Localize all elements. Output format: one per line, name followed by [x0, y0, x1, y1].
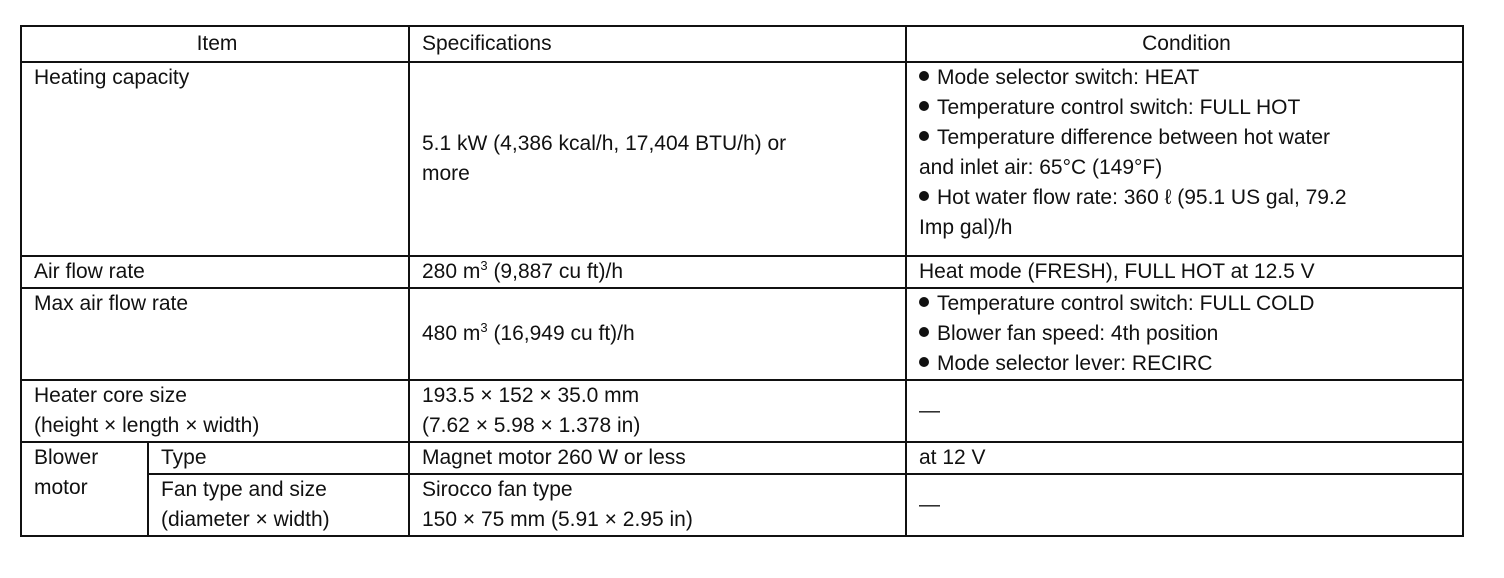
spec-line: Sirocco fan type — [422, 478, 573, 501]
condition-text: Blower fan speed: 4th position — [937, 322, 1219, 345]
spec-text: (9,887 cu ft)/h — [487, 260, 624, 283]
condition-text: Temperature control switch: FULL COLD — [937, 292, 1315, 315]
item-max-air-flow-rate: Max air flow rate — [21, 288, 409, 380]
spec-max-air-flow-rate — [409, 288, 906, 380]
item-line: (height × length × width) — [34, 414, 260, 437]
spec-line: 193.5 × 152 × 35.0 mm — [422, 384, 640, 407]
specification-table — [20, 25, 1464, 537]
bullet-icon — [919, 297, 929, 307]
item-line: Blower — [34, 446, 99, 469]
bullet-icon — [919, 357, 929, 367]
condition-bullet-item — [919, 123, 1454, 153]
condition-bullet-item — [919, 93, 1454, 123]
condition-continuation: Imp gal)/h — [919, 216, 1013, 239]
condition-bullet-item — [919, 63, 1454, 93]
item-air-flow-rate: Air flow rate — [21, 256, 409, 288]
item-line: motor — [34, 476, 88, 499]
table-row-heating-capacity — [21, 62, 1463, 256]
condition-bullet-item — [919, 319, 1454, 349]
condition-blower-type: at 12 V — [906, 442, 1463, 474]
condition-bullet-item — [919, 289, 1454, 319]
item-blower-motor — [21, 442, 148, 536]
spec-heating-line2: more — [422, 162, 470, 185]
spec-line: 150 × 75 mm (5.91 × 2.95 in) — [422, 508, 693, 531]
spec-text: 280 m — [422, 260, 481, 283]
table-row-blower-type — [21, 442, 1463, 474]
bullet-icon — [919, 71, 929, 81]
condition-text: Mode selector lever: RECIRC — [937, 352, 1213, 375]
spec-heater-core-size — [409, 380, 906, 442]
condition-bullet-item — [919, 349, 1454, 379]
spec-line: (7.62 × 5.98 × 1.378 in) — [422, 414, 641, 437]
item-blower-type: Type — [148, 442, 409, 474]
item-heating-capacity: Heating capacity — [21, 62, 409, 256]
spec-text: 480 m — [422, 322, 481, 345]
item-line: Heater core size — [34, 384, 187, 407]
condition-heating-capacity — [906, 62, 1463, 256]
spec-text: (16,949 cu ft)/h — [487, 322, 635, 345]
condition-text: Temperature difference between hot water — [937, 126, 1331, 149]
condition-heater-core-size: — — [906, 380, 1463, 442]
condition-max-air-flow-rate — [906, 288, 1463, 380]
item-heater-core-size — [21, 380, 409, 442]
spec-heating-line1: 5.1 kW (4,386 kcal/h, 17,404 BTU/h) or — [422, 132, 787, 155]
condition-text: Hot water flow rate: 360 ℓ (95.1 US gal, 79.2 — [937, 186, 1347, 209]
condition-continuation: and inlet air: 65°C (149°F) — [919, 156, 1163, 179]
spec-air-flow-rate — [409, 256, 906, 288]
superscript: 3 — [480, 320, 488, 335]
condition-fan-type: — — [906, 474, 1463, 536]
spec-blower-type: Magnet motor 260 W or less — [409, 442, 906, 474]
bullet-icon — [919, 101, 929, 111]
bullet-icon — [919, 327, 929, 337]
condition-air-flow-rate: Heat mode (FRESH), FULL HOT at 12.5 V — [906, 256, 1463, 288]
table-row-heater-core-size — [21, 380, 1463, 442]
header-item: Item — [21, 26, 409, 62]
condition-bullet-item — [919, 183, 1454, 213]
condition-text: Temperature control switch: FULL HOT — [937, 96, 1301, 119]
header-condition: Condition — [906, 26, 1463, 62]
bullet-icon — [919, 191, 929, 201]
condition-text: Mode selector switch: HEAT — [937, 66, 1200, 89]
table-row-fan-type — [21, 474, 1463, 536]
superscript: 3 — [480, 258, 488, 273]
header-row — [21, 26, 1463, 62]
header-specifications: Specifications — [409, 26, 906, 62]
table-row-max-air-flow-rate — [21, 288, 1463, 380]
spec-fan-type — [409, 474, 906, 536]
spec-heating-capacity — [409, 62, 906, 256]
bullet-icon — [919, 131, 929, 141]
item-fan-type — [148, 474, 409, 536]
table-row-air-flow-rate — [21, 256, 1463, 288]
item-line: Fan type and size — [161, 478, 327, 501]
item-line: (diameter × width) — [161, 508, 330, 531]
